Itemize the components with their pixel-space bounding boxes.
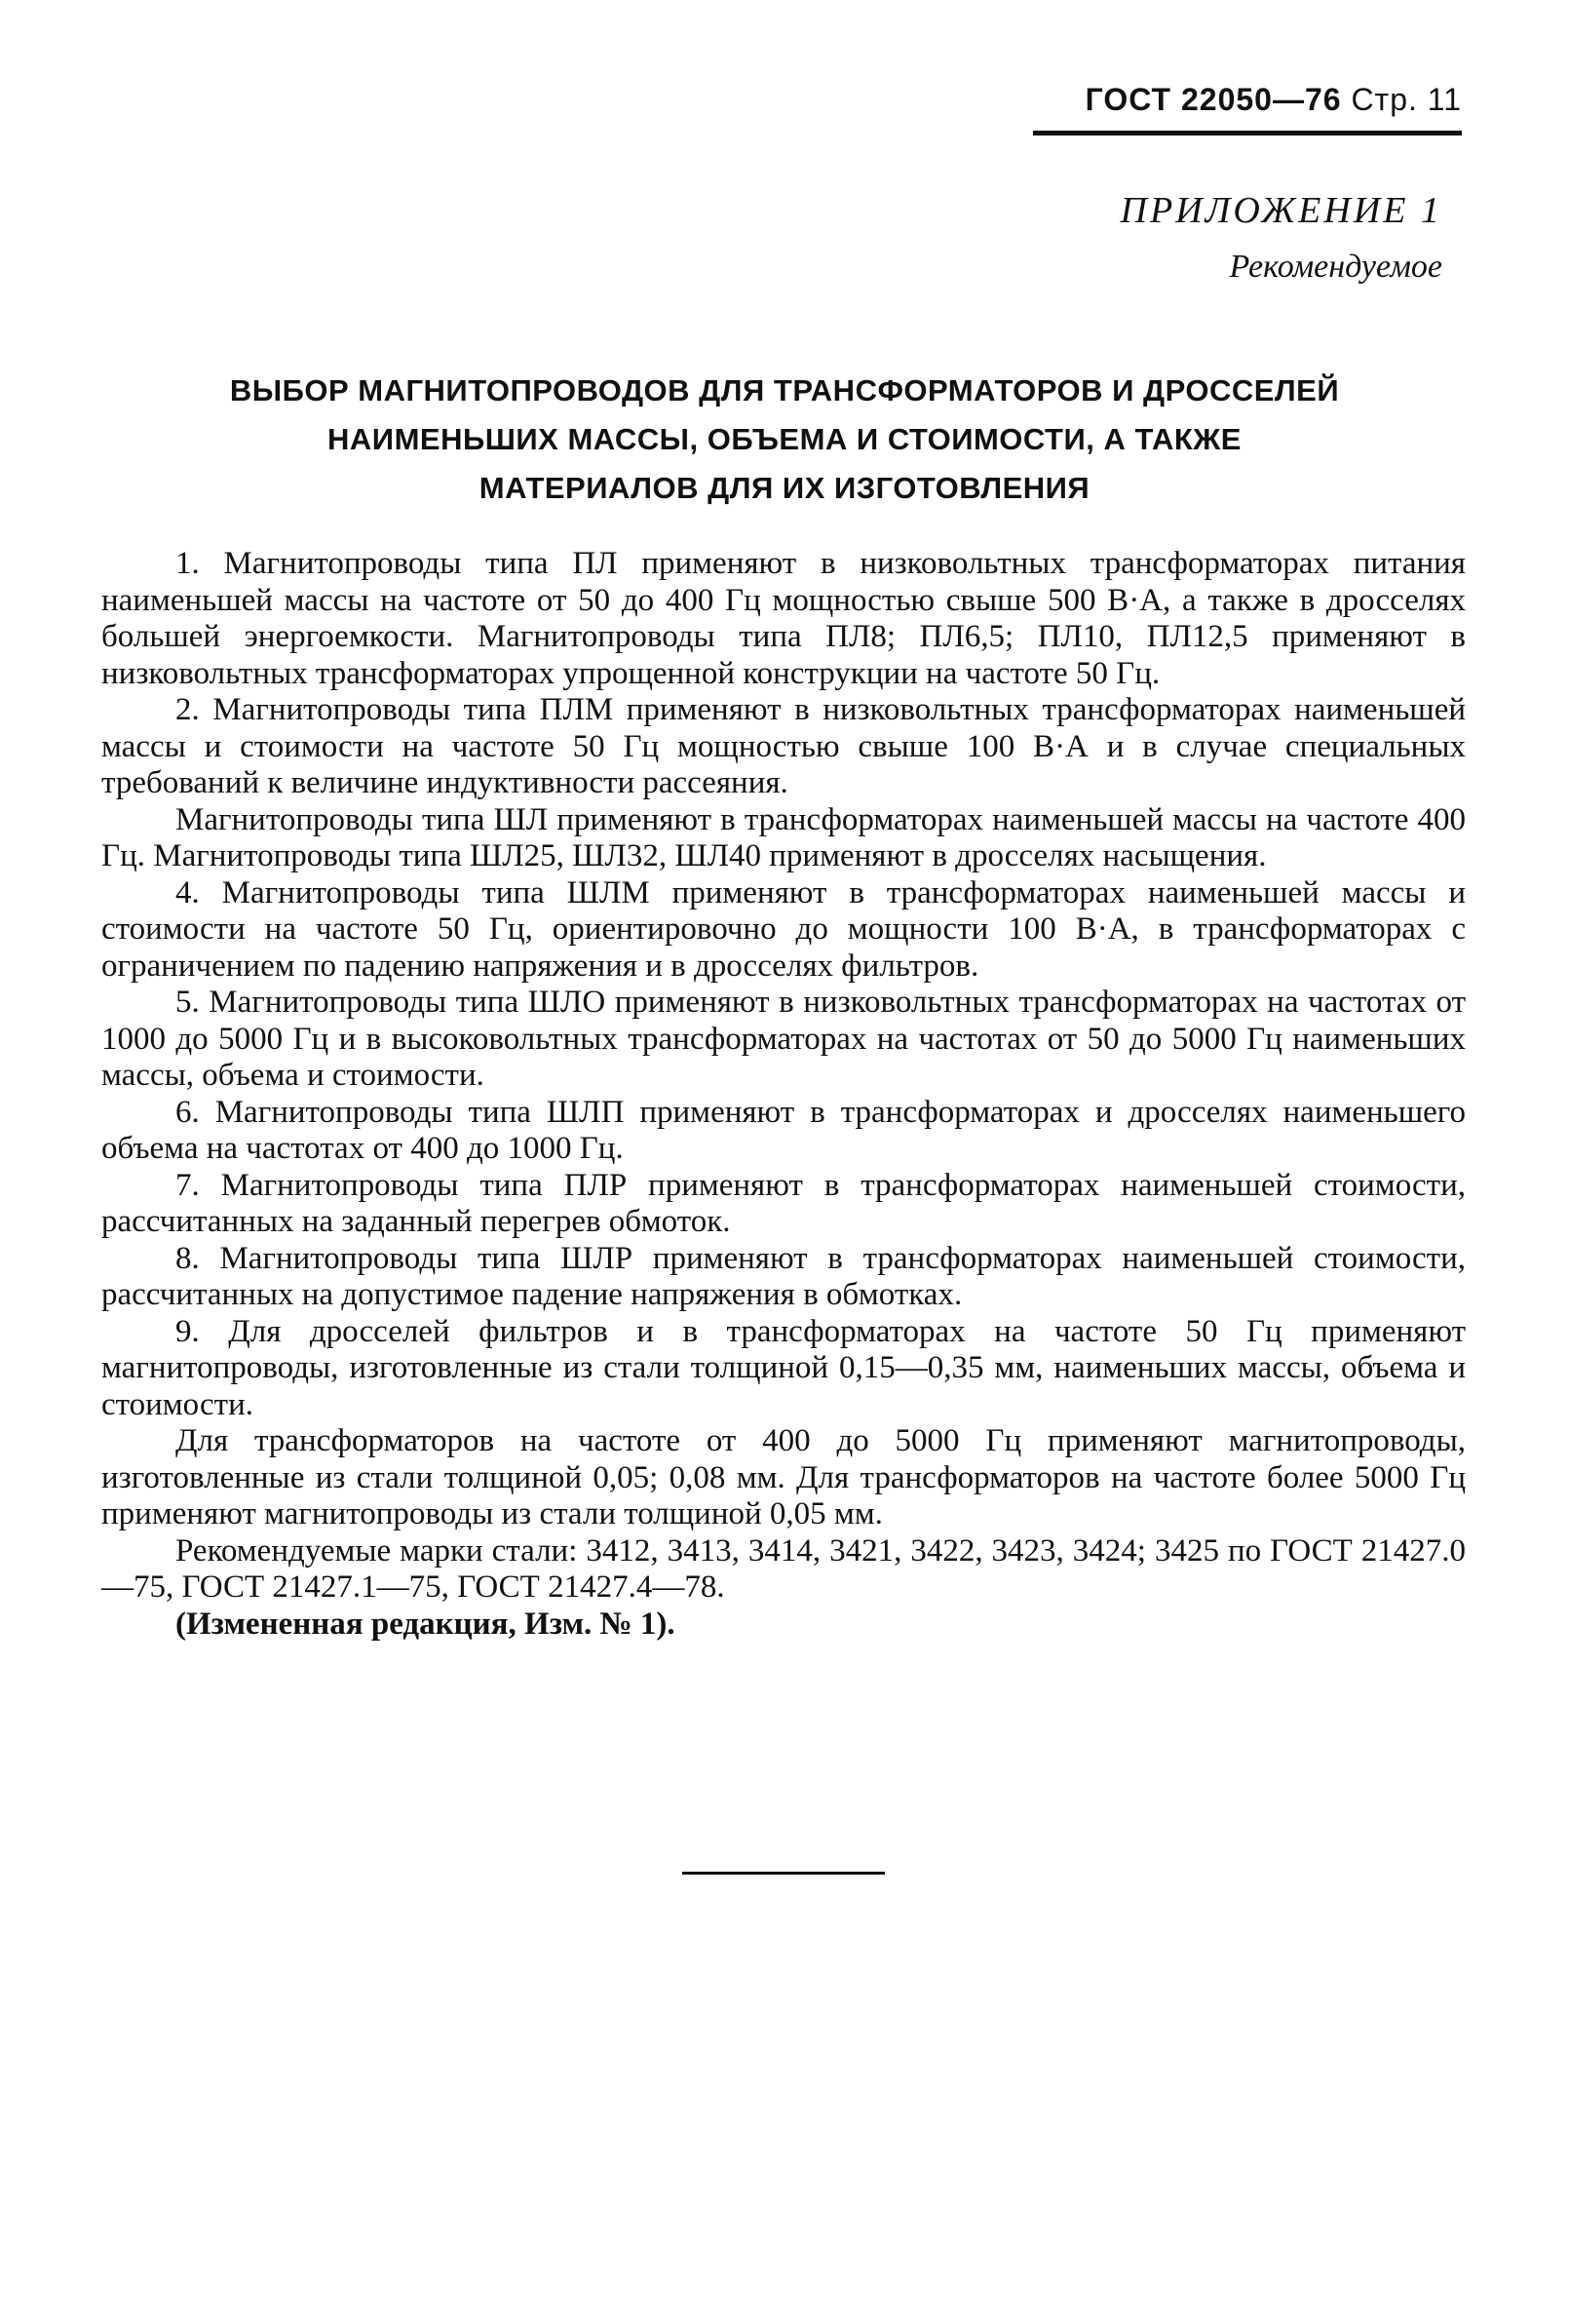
document-title — [117, 367, 1452, 513]
paragraph-11: Рекомендуемые марки стали: 3412, 3413, 3414, 3421, 3422, 3423, 3424; 3425 по ГОСТ 21427.0—75, ГОСТ 21427.1—75, ГОСТ 21427.4—78. — [101, 1532, 1466, 1605]
paragraph-7: 7. Магнитопроводы типа ПЛР применяют в трансформаторах наименьшей стоимости, рассчитанных на заданный перегрев обмоток. — [101, 1167, 1466, 1239]
paragraph-9: 9. Для дросселей фильтров и в трансформаторах на частоте 50 Гц применяют магнитопроводы, изготовленные из стали толщиной 0,15—0,35 мм, наименьших массы, объема и стоимости. — [101, 1313, 1466, 1422]
paragraph-3: Магнитопроводы типа ШЛ применяют в трансформаторах наименьшей массы на частоте 400 Гц. Магнитопроводы типа ШЛ25, ШЛ32, ШЛ40 применяют в дросселях насыщения. — [101, 801, 1466, 873]
paragraph-8: 8. Магнитопроводы типа ШЛР применяют в трансформаторах наименьшей стоимости, рассчитанных на допустимое падение напряжения в обмотках. — [101, 1240, 1466, 1312]
appendix-subtitle: Рекомендуемое — [1229, 249, 1442, 285]
header-rule — [1033, 131, 1462, 136]
paragraph-6: 6. Магнитопроводы типа ШЛП применяют в трансформаторах и дросселях наименьшего объема на частотах от 400 до 1000 Гц. — [101, 1094, 1466, 1166]
paragraph-1: 1. Магнитопроводы типа ПЛ применяют в низковольтных трансформаторах питания наименьшей массы на частоте от 50 до 400 Гц мощностью свыше 500 В·А, а также в дросселях большей энергоемкости. Магнитопроводы типа ПЛ8; ПЛ6,5; ПЛ10, ПЛ12,5 применяют в низковольтных трансформаторах упрощенной конструкции на частоте 50 Гц. — [101, 546, 1466, 691]
title-line: ВЫБОР МАГНИТОПРОВОДОВ ДЛЯ ТРАНСФОРМАТОРОВ И ДРОССЕЛЕЙ — [229, 373, 1340, 407]
end-rule — [682, 1872, 885, 1875]
appendix-title: ПРИЛОЖЕНИЕ 1 — [1120, 190, 1442, 231]
paragraph-10: Для трансформаторов на частоте от 400 до 5000 Гц применяют магнитопроводы, изготовленные из стали толщиной 0,05; 0,08 мм. Для трансформаторов на частоте более 5000 Гц применяют магнитопроводы из стали толщиной 0,05 мм. — [101, 1423, 1466, 1531]
paragraph-4: 4. Магнитопроводы типа ШЛМ применяют в трансформаторах наименьшей массы и стоимости на частоте 50 Гц, ориентировочно до мощности 100 В·А, в трансформаторах с ограничением по падению напряжения и в дросселях фильтров. — [101, 874, 1466, 984]
appendix-block — [1052, 185, 1442, 292]
paragraph-5: 5. Магнитопроводы типа ШЛО применяют в низковольтных трансформаторах на частотах от 1000 до 5000 Гц и в высоковольтных трансформаторах на частотах от 50 до 5000 Гц наименьших массы, объема и стоимости. — [101, 985, 1466, 1093]
amendment-note: (Измененная редакция, Изм. № 1). — [175, 1606, 675, 1642]
page-header — [1033, 78, 1462, 146]
title-line: НАИМЕНЬШИХ МАССЫ, ОБЪЕМА И СТОИМОСТИ, А ТАКЖЕ — [327, 422, 1242, 456]
paragraph-2: 2. Магнитопроводы типа ПЛМ применяют в низковольтных трансформаторах наименьшей массы и стоимости на частоте 50 Гц мощностью свыше 100 В·А и в случае специальных требований к величине индуктивности рассеяния. — [101, 692, 1466, 800]
header-text — [1033, 78, 1462, 121]
body-text — [101, 546, 1466, 1643]
standard-number: ГОСТ 22050—76 — [1085, 82, 1342, 117]
page-number: Стр. 11 — [1351, 82, 1462, 117]
title-line: МАТЕРИАЛОВ ДЛЯ ИХ ИЗГОТОВЛЕНИЯ — [478, 471, 1091, 505]
